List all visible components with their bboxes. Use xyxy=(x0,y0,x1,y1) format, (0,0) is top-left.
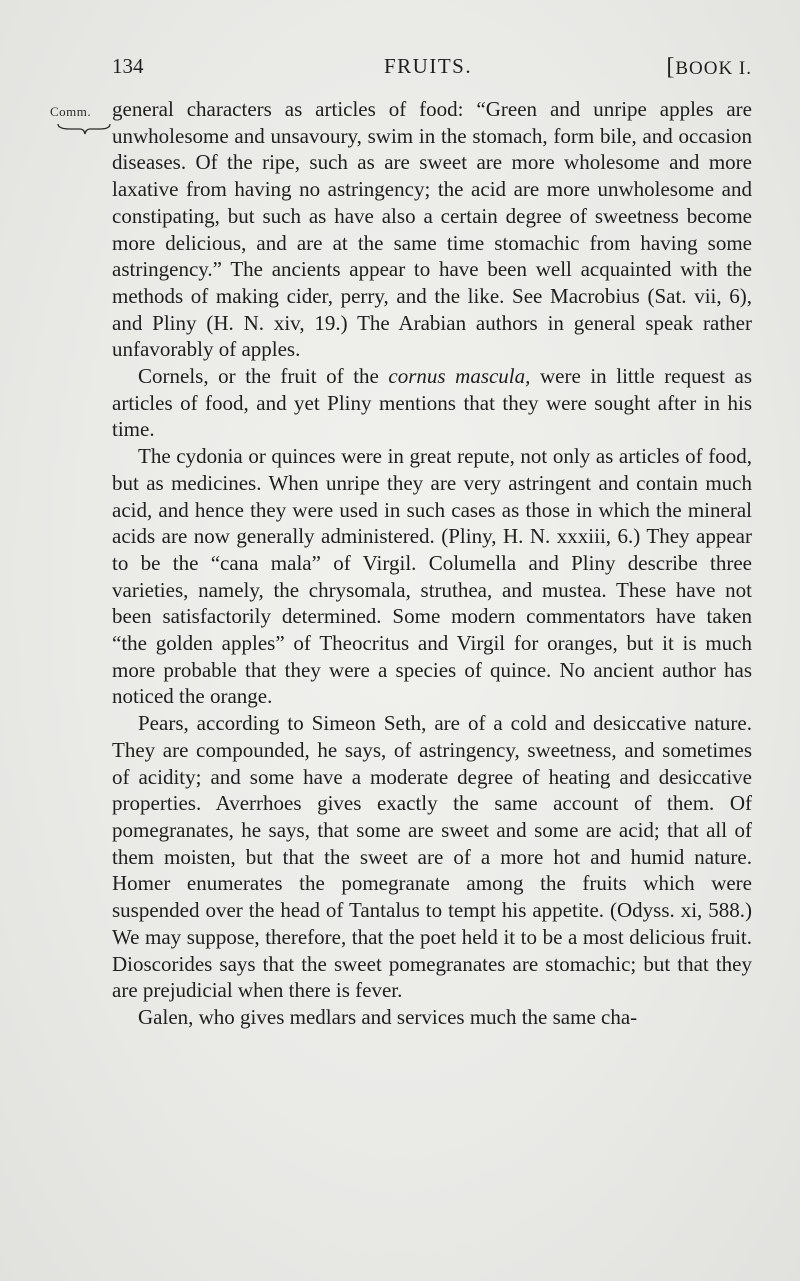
margin-brace-icon xyxy=(56,121,112,137)
paragraph-cornels xyxy=(112,363,752,443)
running-title: FRUITS. xyxy=(384,54,473,78)
paragraph-cornels-italic: cornus mascula, xyxy=(388,364,531,389)
book-reference-text: BOOK I. xyxy=(675,58,752,79)
paragraph-apples: general characters as articles of food: “Green and unripe apples are unwholesome and unsavoury, swim in the stomach, form bile, and occasion diseases. Of the ripe, such as are sweet are more wholesome and more laxative from having no astringency; the acid are more unwholesome and constipating, but such as have also a certain degree of sweetness become more delicious, and are at the same time stomachic from having some astringency.” The ancients appear to have been well acquainted with the methods of making cider, perry, and the like. See Macrobius (Sat. vii, 6), and Pliny (H. N. xiv, 19.) The Arabian authors in general speak rather unfavorably of apples. xyxy=(112,97,752,362)
book-reference xyxy=(666,54,752,81)
paragraph-quinces: The cydonia or quinces were in great repute, not only as articles of food, but as medicines. When unripe they are very astringent and contain much acid, and hence they were used in such cases as those in which the mineral acids are now generally administered. (Pliny, H. N. xxxiii, 6.) They appear to be the “cana mala” of Virgil. Columella and Pliny describe three varieties, namely, the chrysomala, struthea, and mustea. These have not been satisfactorily determined. Some modern commentators have taken “the golden apples” of Theocritus and Virgil for oranges, but it is much more probable that they were a species of quince. No ancient author has noticed the orange. xyxy=(112,444,752,709)
paragraph-galen: Galen, who gives medlars and services much the same cha- xyxy=(138,1004,638,1029)
open-bracket: [ xyxy=(666,54,676,80)
paragraph-cornels-end: were in little request as articles of food, and yet Pliny mentions that they were sought after in his time. xyxy=(112,364,752,442)
paragraph-pears: Pears, according to Simeon Seth, are of a cold and desiccative nature. They are compounded, he says, of astringency, sweetness, and sometimes of acidity; and some have a moderate degree of heating and desiccative properties. Averrhoes gives exactly the same account of them. Of pomegranates, he says, that some are sweet and some are acid; that all of them moisten, but that the sweet are of a more hot and humid nature. Homer enumerates the pomegranate among the fruits which were suspended over the head of Tantalus to tempt his appetite. (Odyss. xi, 588.) We may suppose, therefore, that the poet held it to be a most delicious fruit. Dioscorides says that the sweet pomegranates are stomachic; but that they are prejudicial when there is fever. xyxy=(112,711,752,1003)
main-text xyxy=(112,96,752,1031)
margin-note: Comm. xyxy=(50,104,92,119)
page-number: 134 xyxy=(112,54,144,78)
running-head xyxy=(112,54,752,82)
paragraph-cornels-start: Cornels, or the fruit of the xyxy=(138,364,389,389)
